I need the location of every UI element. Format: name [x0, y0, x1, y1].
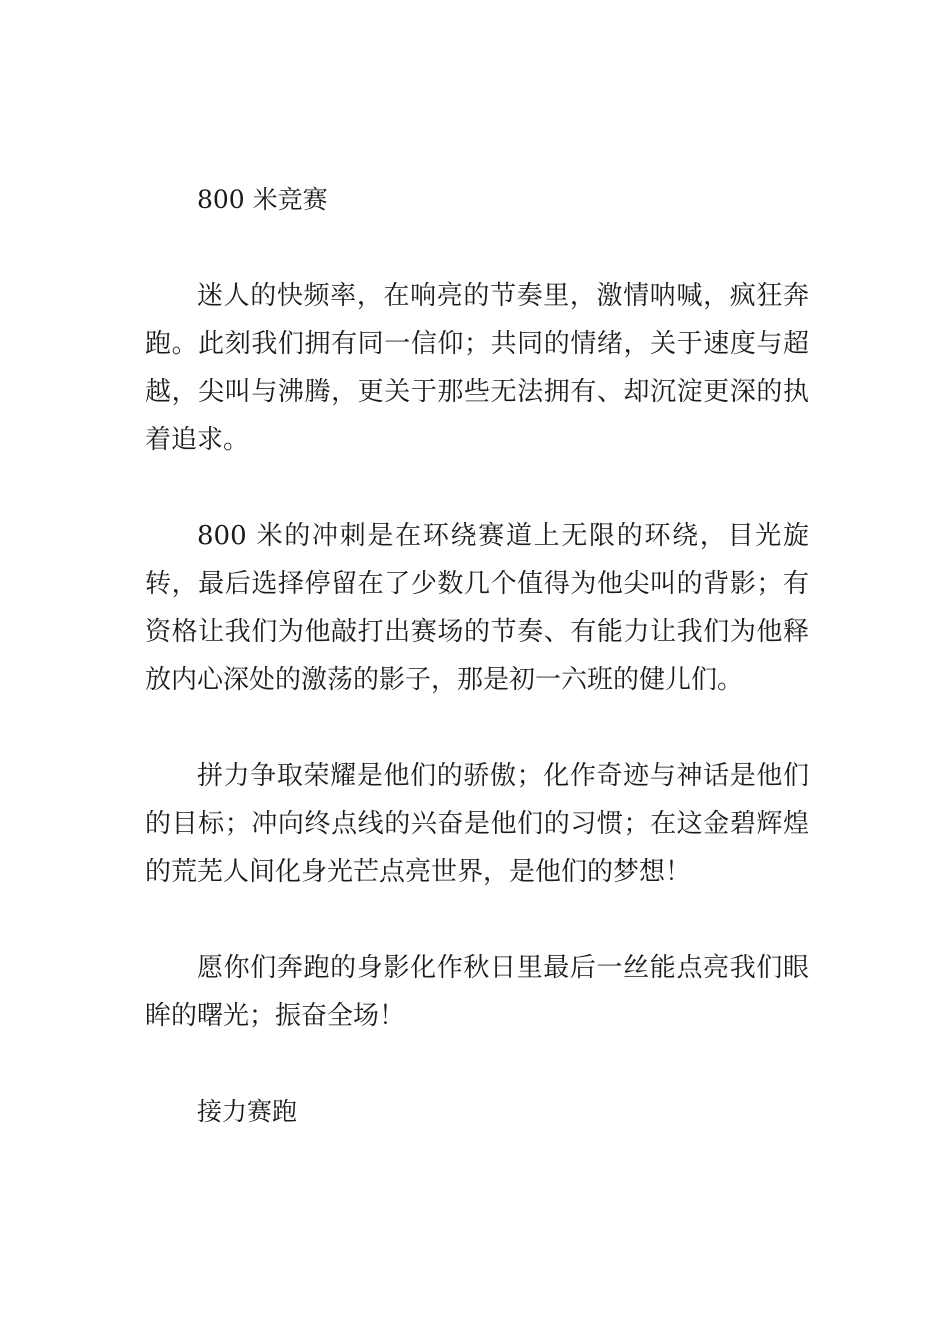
paragraph: 愿你们奔跑的身影化作秋日里最后一丝能点亮我们眼眸的曙光；振奋全场！	[145, 953, 809, 1031]
spacer	[145, 224, 809, 272]
section-heading-relay: 接力赛跑	[197, 1097, 298, 1126]
paragraph: 800 米的冲刺是在环绕赛道上无限的环绕，目光旋转，最后选择停留在了少数几个值得为他尖叫的背影；有资格让我们为他敲打出赛场的节奏、有能力让我们为他释放内心深处的激荡的影子，那是初一六班的健儿们。	[145, 521, 809, 695]
paragraph: 拼力争取荣耀是他们的骄傲；化作奇迹与神话是他们的目标；冲向终点线的兴奋是他们的习惯；在这金碧辉煌的荒芜人间化身光芒点亮世界，是他们的梦想！	[145, 761, 809, 887]
section-heading-800m: 800 米竞赛	[197, 185, 328, 214]
paragraph: 迷人的快频率，在响亮的节奏里，激情呐喊，疯狂奔跑。此刻我们拥有同一信仰；共同的情绪，关于速度与超越，尖叫与沸腾，更关于那些无法拥有、却沉淀更深的执着追求。	[145, 281, 809, 455]
spacer	[145, 896, 809, 944]
spacer	[145, 1040, 809, 1088]
spacer	[145, 704, 809, 752]
spacer	[145, 464, 809, 512]
document-body	[145, 176, 809, 1136]
